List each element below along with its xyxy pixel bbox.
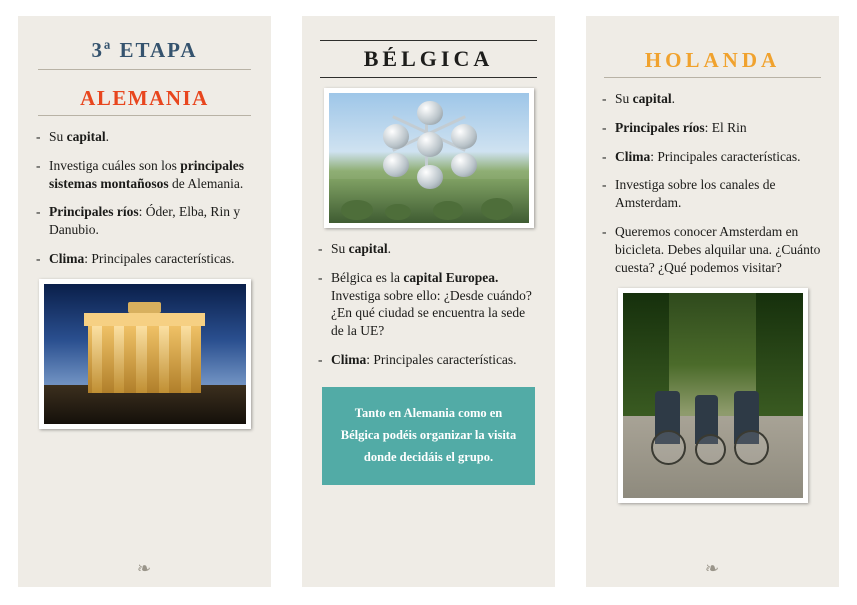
list-item <box>602 119 823 137</box>
list-item <box>602 148 823 166</box>
list-item <box>36 250 253 268</box>
cyclists-amsterdam-photo <box>618 288 808 503</box>
group-note-box: Tanto en Alemania como en Bélgica podéis organizar la visita donde decidáis el grupo. <box>322 387 535 485</box>
panel-alemania <box>18 16 271 587</box>
list-item-text: Su capital. <box>331 241 392 256</box>
list-item-text: Investiga sobre los canales de Amsterdam. <box>615 177 776 211</box>
list-item-text: Su capital. <box>49 129 110 144</box>
alemania-task-list <box>36 128 253 268</box>
panel-belgica <box>302 16 555 587</box>
atomium-brussels-photo <box>324 88 534 228</box>
list-item <box>318 269 539 340</box>
list-item-text: Queremos conocer Amsterdam en bicicleta. Debes alquilar una. ¿Cuánto cuesta? ¿Qué podemos visitar? <box>615 224 821 275</box>
list-item <box>318 240 539 258</box>
list-item <box>602 90 823 108</box>
country-title-alemania: ALEMANIA <box>38 76 251 116</box>
list-item <box>36 203 253 239</box>
list-item <box>602 176 823 212</box>
list-item-text: Principales ríos: Óder, Elba, Rin y Danubio. <box>49 204 241 238</box>
country-title-belgica: BÉLGICA <box>320 40 537 78</box>
list-item <box>318 351 539 369</box>
stage-title: 3ª ETAPA <box>38 38 251 70</box>
holanda-task-list <box>602 90 823 277</box>
list-item-text: Clima: Principales características. <box>331 352 517 368</box>
flourish-ornament: ❧ <box>136 559 153 578</box>
list-item <box>36 157 253 193</box>
belgica-task-list <box>318 240 539 369</box>
list-item-text: Principales ríos: El Rin <box>615 119 747 135</box>
brandenburg-gate-photo <box>39 279 251 429</box>
country-title-holanda: HOLANDA <box>604 38 821 78</box>
panel-holanda <box>586 16 839 587</box>
list-item <box>36 128 253 146</box>
list-item-text: Clima: Principales características. <box>615 148 801 164</box>
flourish-ornament: ❧ <box>704 559 721 578</box>
list-item-text: Bélgica es la capital Europea. Investiga sobre ello: ¿Desde cuándo? ¿En qué ciudad se encuentra la sede de la UE? <box>331 269 532 339</box>
list-item-text: Su capital. <box>615 91 676 106</box>
list-item-text: Investiga cuáles son los principales sistemas montañosos de Alemania. <box>49 157 244 191</box>
list-item-text: Clima: Principales características. <box>49 251 235 267</box>
list-item <box>602 223 823 276</box>
